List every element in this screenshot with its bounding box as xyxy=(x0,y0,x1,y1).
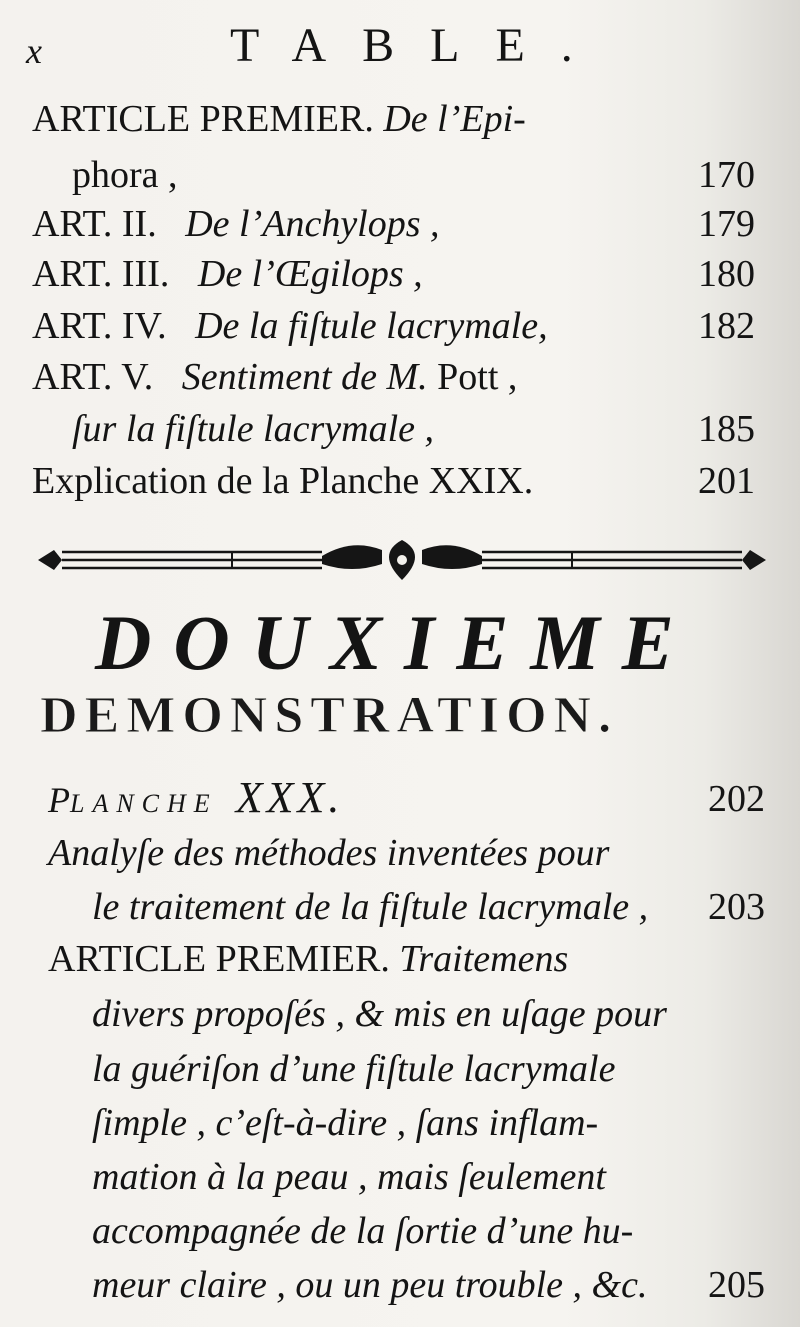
toc-entry-label: ARTICLE PREMIER. xyxy=(32,98,374,140)
toc-entry-continuation: la guériſon d’une fiſtule lacrymale xyxy=(92,1048,616,1090)
toc-entry: Explication de la Planche XXIX. xyxy=(32,460,534,502)
toc-page-number: 185 xyxy=(698,408,755,450)
toc-entry xyxy=(32,307,548,345)
toc-entry-title: De l’Epi- xyxy=(383,98,526,140)
running-title: TABLE. xyxy=(230,19,609,72)
toc-page-number: 180 xyxy=(698,253,755,295)
toc-page-number: 203 xyxy=(708,886,765,928)
toc-page-number: 202 xyxy=(708,778,765,820)
folio-number: x xyxy=(26,31,42,71)
toc-entry-label: ART. IV. xyxy=(32,305,167,347)
toc-entry-title: De l’Anchylops , xyxy=(185,203,440,245)
toc-entry-title: De la fiſtule lacrymale, xyxy=(195,305,548,347)
toc-entry xyxy=(32,100,526,138)
section-heading: DOUXIEME xyxy=(95,599,696,686)
planche-word: LANCHE xyxy=(70,789,218,818)
planche-initial: P xyxy=(48,780,70,820)
toc-entry xyxy=(32,255,423,293)
planche-label xyxy=(48,773,344,822)
toc-page-number: 205 xyxy=(708,1264,765,1306)
toc-page-number: 182 xyxy=(698,305,755,347)
planche-numeral: XXX. xyxy=(235,773,344,822)
toc-entry-continuation: phora , xyxy=(72,154,178,196)
toc-entry xyxy=(32,358,517,396)
toc-entry-continuation: accompagnée de la ſortie d’une hu- xyxy=(92,1210,634,1252)
toc-entry-title: De l’Œgilops , xyxy=(197,253,423,295)
toc-entry-label: ART. III. xyxy=(32,253,170,295)
toc-entry-continuation: ſimple , c’eſt-à-dire , ſans inflam- xyxy=(92,1102,599,1144)
toc-entry-label: ARTICLE PREMIER. xyxy=(48,938,390,980)
toc-page-number: 170 xyxy=(698,154,755,196)
toc-entry-label: ART. II. xyxy=(32,203,157,245)
ornament-divider xyxy=(32,536,772,584)
toc-entry xyxy=(48,940,568,978)
toc-entry-title: Traitemens xyxy=(399,938,569,980)
toc-entry: Analyſe des méthodes inventées pour xyxy=(48,832,610,874)
toc-page-number: 201 xyxy=(698,460,755,502)
toc-entry-name: Pott , xyxy=(437,356,518,398)
toc-entry-continuation: divers propoſés , & mis en uſage pour xyxy=(92,993,667,1035)
toc-entry-label: ART. V. xyxy=(32,356,154,398)
toc-entry-continuation: le traitement de la fiſtule lacrymale , xyxy=(92,886,649,928)
toc-entry-continuation: mation à la peau , mais ſeulement xyxy=(92,1156,606,1198)
toc-entry-continuation: ſur la fiſtule lacrymale , xyxy=(72,408,435,450)
toc-page-number: 179 xyxy=(698,203,755,245)
toc-entry xyxy=(32,205,440,243)
toc-entry-continuation: meur claire , ou un peu trouble , &c. xyxy=(92,1264,648,1306)
toc-entry-title: Sentiment de M. xyxy=(181,356,428,398)
section-subheading: DEMONSTRATION. xyxy=(40,687,619,744)
